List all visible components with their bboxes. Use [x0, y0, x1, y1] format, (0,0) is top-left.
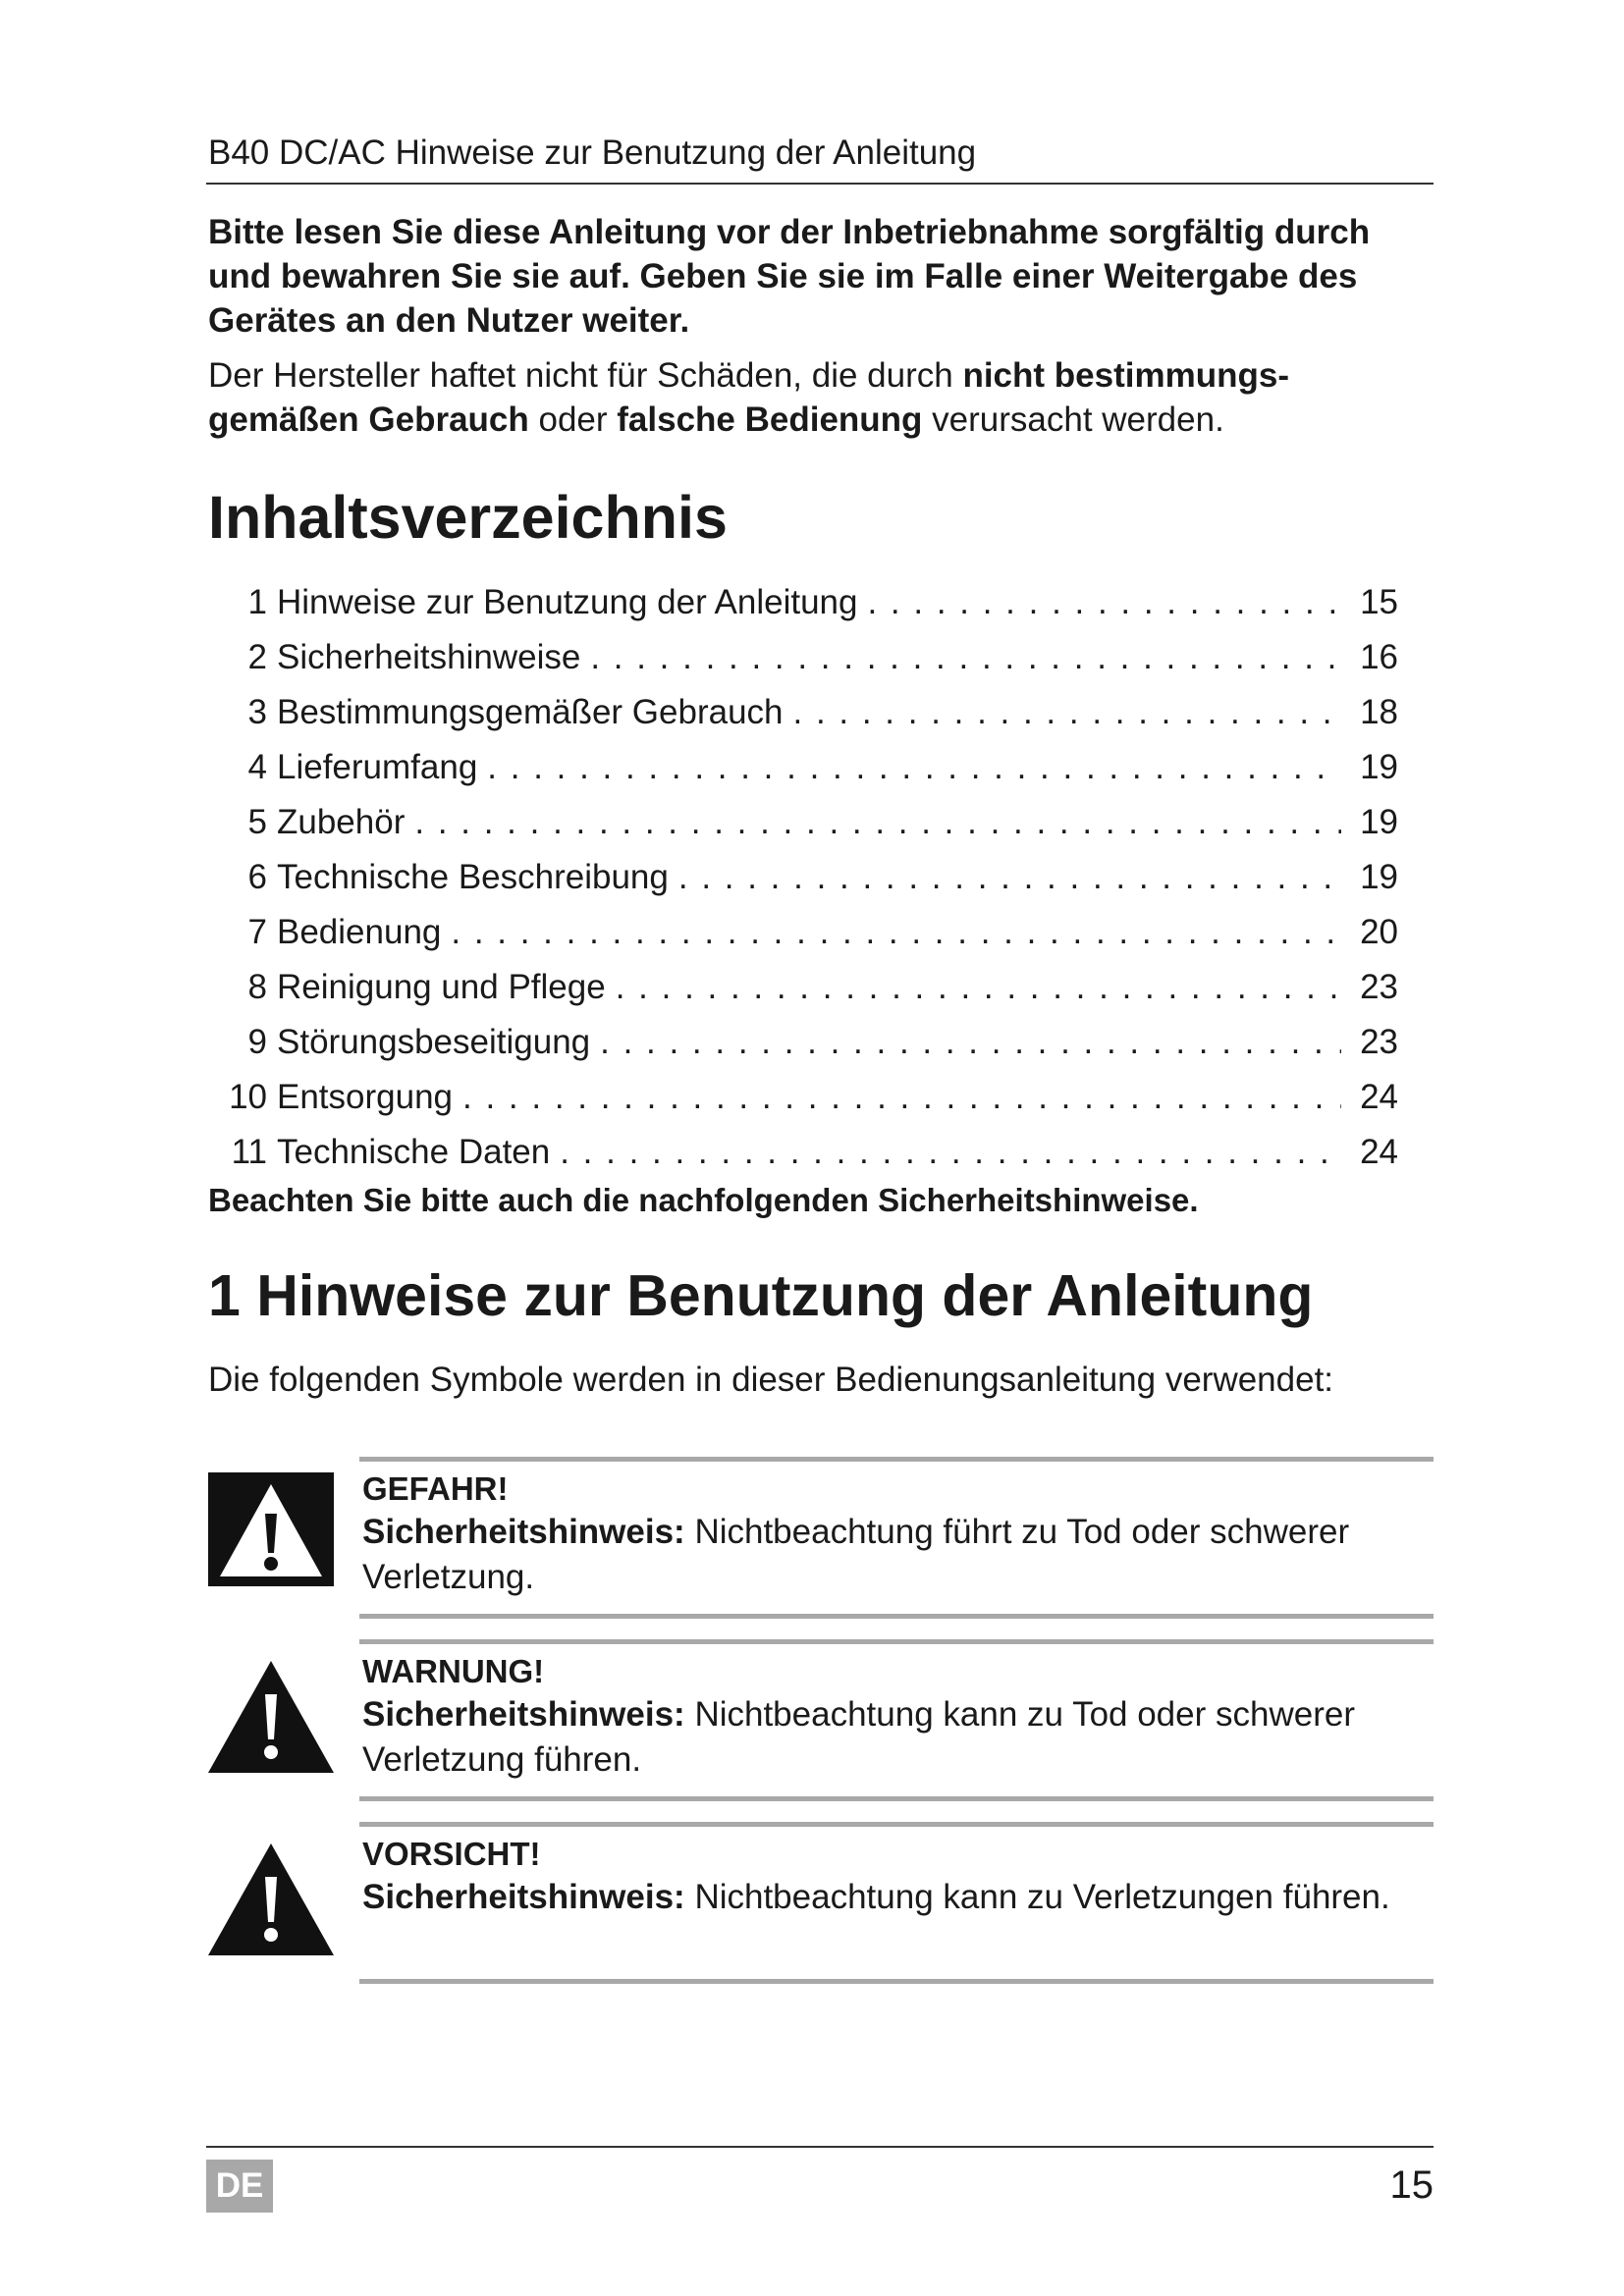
toc-entry[interactable]: 6 Technische Beschreibung . . . 19 [210, 850, 1398, 905]
toc-entry[interactable]: 2 Sicherheitshinweise . . . 16 [210, 630, 1398, 685]
section-intro: Die folgenden Symbole werden in dieser Bedienungsanleitung verwendet: [208, 1361, 1334, 1399]
toc-entry[interactable]: 1 Hinweise zur Benutzung der Anleitung . . . 15 [210, 575, 1398, 630]
toc-title: Inhaltsverzeichnis [208, 484, 728, 551]
notice-body: Sicherheitshinweis: Nichtbeachtung kann zu Verletzungen führen. [362, 1878, 1390, 1916]
toc-entry[interactable]: 4 Lieferumfang . . . 19 [210, 740, 1398, 795]
toc-entry[interactable]: 7 Bedienung . . . 20 [210, 905, 1398, 960]
running-header: B40 DC/AC Hinweise zur Benutzung der Anleitung [208, 133, 977, 172]
notice-body: Sicherheitshinweis: Nichtbeachtung kann zu Tod oder schwerer Verletzung führen. [362, 1695, 1355, 1779]
safety-note: Beachten Sie bitte auch die nachfolgenden Sicherheitshinweise. [208, 1182, 1199, 1218]
notice-heading: VORSICHT! [362, 1836, 541, 1872]
liability-paragraph: Der Hersteller haftet nicht für Schäden, die durch nicht bestimmungs-gemäßen Gebrauch oder falsche Bedienung verursacht werden. [208, 356, 1289, 439]
notice-bottom-rule [359, 1614, 1434, 1619]
intro-bold-paragraph: Bitte lesen Sie diese Anleitung vor der Inbetriebnahme sorgfältig durch und bewahren Sie sie auf. Geben Sie sie im Falle einer Weitergabe des Gerätes an den Nutzer weiter. [208, 213, 1371, 340]
warning-icon [208, 1661, 334, 1780]
notice-body: Sicherheitshinweis: Nichtbeachtung führt zu Tod oder schwerer Verletzung. [362, 1513, 1350, 1596]
notice-caution [359, 1822, 1434, 1989]
notice-heading: WARNUNG! [362, 1653, 545, 1689]
footer-divider [206, 2146, 1434, 2148]
caution-icon [208, 1843, 334, 1962]
toc-entry[interactable]: 10 Entsorgung . . . 24 [210, 1070, 1398, 1125]
notice-warning [359, 1639, 1434, 1806]
toc-entry[interactable]: 5 Zubehör . . . 19 [210, 795, 1398, 850]
page-number: 15 [1389, 2163, 1434, 2207]
table-of-contents [210, 575, 1398, 1180]
header-divider [206, 183, 1434, 185]
notice-bottom-rule [359, 1796, 1434, 1801]
notice-heading: GEFAHR! [362, 1470, 509, 1507]
notice-danger [359, 1457, 1434, 1624]
toc-entry[interactable]: 11 Technische Daten . . . 24 [210, 1125, 1398, 1180]
notice-bottom-rule [359, 1979, 1434, 1984]
toc-entry[interactable]: 3 Bestimmungsgemäßer Gebrauch . . . 18 [210, 685, 1398, 740]
danger-warning-icon [208, 1472, 334, 1591]
notice-top-rule [359, 1822, 1434, 1827]
notice-top-rule [359, 1457, 1434, 1462]
toc-entry[interactable]: 9 Störungsbeseitigung . . . 23 [210, 1015, 1398, 1070]
notice-top-rule [359, 1639, 1434, 1644]
section-title: 1 Hinweise zur Benutzung der Anleitung [208, 1263, 1314, 1328]
toc-entry[interactable]: 8 Reinigung und Pflege . . . 23 [210, 960, 1398, 1015]
language-badge: DE [206, 2160, 273, 2213]
